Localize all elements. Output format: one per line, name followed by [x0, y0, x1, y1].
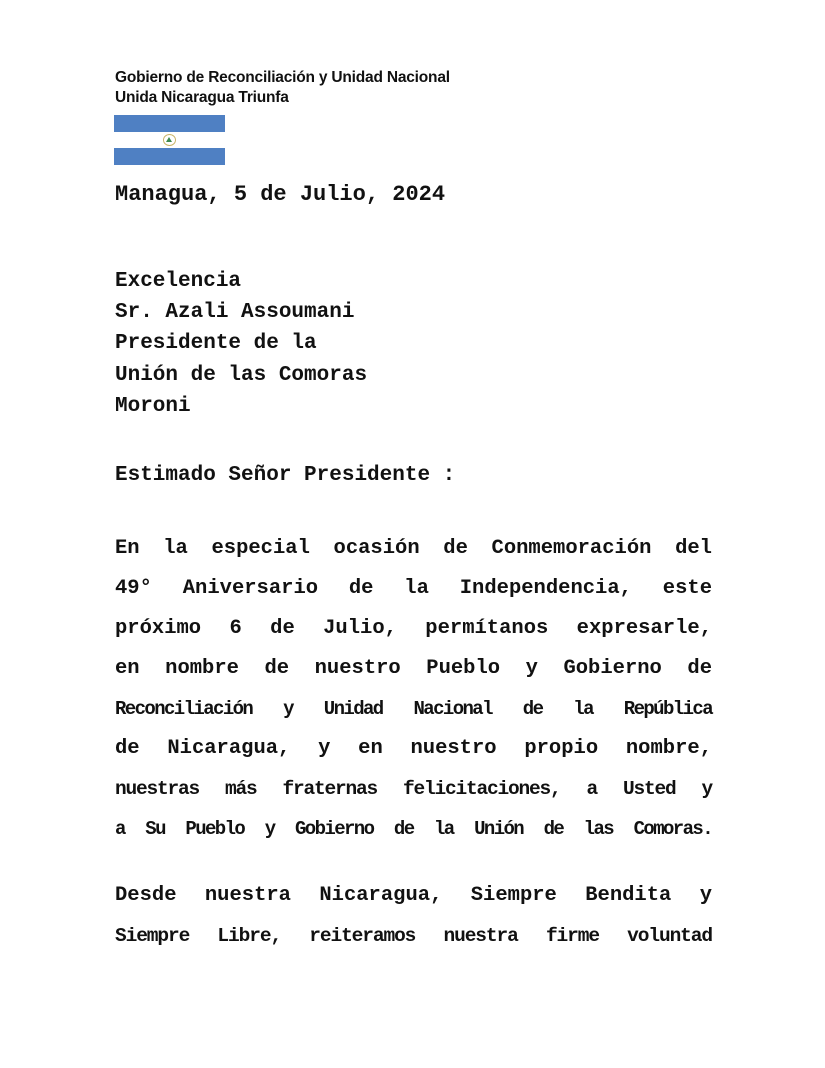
paragraph-line: Desde nuestra Nicaragua, Siempre Bendita y	[115, 884, 712, 907]
paragraph-line: En la especial ocasión de Conmemoración del	[115, 537, 712, 560]
paragraph-line: Reconciliación y Unidad Nacional de la República	[115, 698, 712, 720]
letterhead-slogan: Unida Nicaragua Triunfa	[115, 89, 289, 106]
address-line: Sr. Azali Assoumani	[115, 301, 355, 325]
coat-of-arms-icon	[163, 134, 176, 146]
address-line: Excelencia	[115, 270, 242, 293]
address-line: Moroni	[115, 394, 191, 418]
flag-bottom-stripe	[114, 148, 225, 165]
paragraph-line: Siempre Libre, reiteramos nuestra firme voluntad	[115, 925, 712, 947]
nicaragua-flag-icon	[114, 115, 225, 165]
body-paragraph-congratulations	[115, 529, 712, 849]
body-paragraph-closing	[115, 876, 712, 956]
paragraph-line: 49° Aniversario de la Independencia, este	[115, 577, 712, 600]
flag-top-stripe	[114, 115, 225, 132]
recipient-address	[115, 266, 367, 422]
address-line: Presidente de la	[115, 332, 317, 356]
paragraph-line: en nombre de nuestro Pueblo y Gobierno de	[115, 657, 712, 680]
letter-date: Managua, 5 de Julio, 2024	[115, 182, 446, 207]
flag-center-stripe	[114, 132, 225, 149]
letterhead-government-name: Gobierno de Reconciliación y Unidad Nacional	[115, 69, 450, 86]
paragraph-line: próximo 6 de Julio, permítanos expresarle,	[115, 617, 712, 640]
paragraph-line: de Nicaragua, y en nuestro propio nombre,	[115, 737, 712, 760]
address-line: Unión de las Comoras	[115, 363, 368, 387]
paragraph-line: a Su Pueblo y Gobierno de la Unión de las Comoras.	[115, 818, 712, 840]
letterhead	[115, 68, 450, 108]
salutation: Estimado Señor Presidente :	[115, 464, 456, 487]
paragraph-line: nuestras más fraternas felicitaciones, a Usted y	[115, 778, 712, 800]
